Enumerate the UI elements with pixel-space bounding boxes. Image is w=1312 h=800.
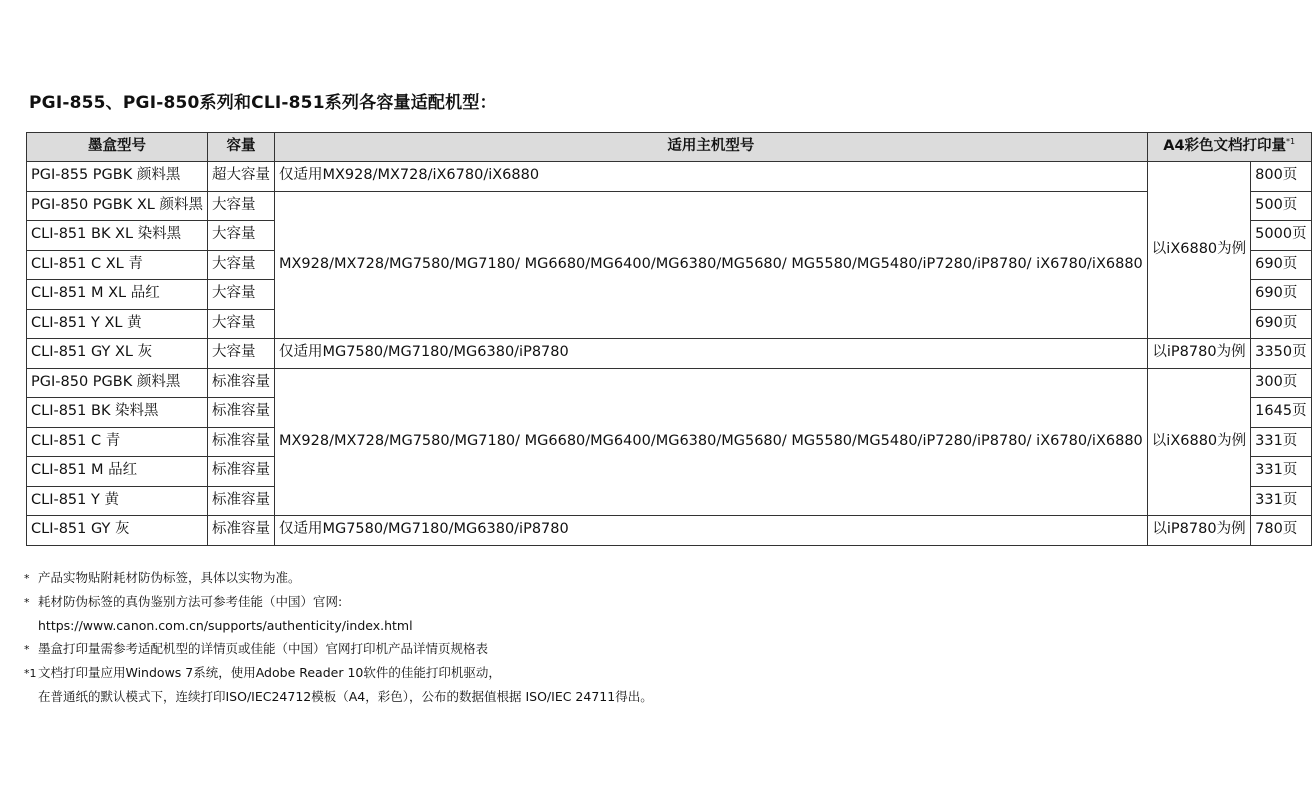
pages-cell: 690页 <box>1251 280 1311 310</box>
note-continuation: 在普通纸的默认模式下，连续打印ISO/IEC24712模板（A4，彩色），公布的数据值根据 ISO/IEC 24711得出。 <box>38 689 653 704</box>
footnote-mark: *1 <box>24 667 37 680</box>
cartridge-cell: PGI-850 PGBK XL 颜料黑 <box>27 191 208 221</box>
pages-cell: 331页 <box>1251 457 1311 487</box>
cartridge-cell: CLI-851 M XL 品红 <box>27 280 208 310</box>
pages-cell: 780页 <box>1251 516 1311 546</box>
capacity-cell: 标准容量 <box>207 516 274 546</box>
basis-cell: 以iX6880为例 <box>1147 162 1250 339</box>
capacity-cell: 标准容量 <box>207 486 274 516</box>
yield-footnote-mark: *1 <box>1286 137 1296 147</box>
pages-cell: 1645页 <box>1251 398 1311 428</box>
models-cell: 仅适用MG7580/MG7180/MG6380/iP8780 <box>274 516 1147 546</box>
compatibility-table <box>26 132 1312 546</box>
capacity-cell: 大容量 <box>207 250 274 280</box>
basis-cell: 以iP8780为例 <box>1147 339 1250 369</box>
capacity-cell: 标准容量 <box>207 398 274 428</box>
table-header-row <box>27 133 1312 162</box>
capacity-cell: 标准容量 <box>207 457 274 487</box>
pages-cell: 5000页 <box>1251 221 1311 251</box>
pages-cell: 331页 <box>1251 427 1311 457</box>
pages-cell: 331页 <box>1251 486 1311 516</box>
header-cartridge: 墨盒型号 <box>27 133 208 162</box>
basis-cell: 以iP8780为例 <box>1147 516 1250 546</box>
table-row <box>27 162 1312 192</box>
cartridge-cell: CLI-851 C 青 <box>27 427 208 457</box>
table-row <box>27 516 1312 546</box>
note-bullet: * <box>24 572 30 585</box>
note-item <box>24 661 734 685</box>
table-row <box>27 339 1312 369</box>
capacity-cell: 大容量 <box>207 280 274 310</box>
cartridge-cell: CLI-851 C XL 青 <box>27 250 208 280</box>
cartridge-cell: PGI-855 PGBK 颜料黑 <box>27 162 208 192</box>
pages-cell: 800页 <box>1251 162 1311 192</box>
capacity-cell: 超大容量 <box>207 162 274 192</box>
header-capacity: 容量 <box>207 133 274 162</box>
note-bullet: * <box>24 596 30 609</box>
note-text: 墨盒打印量需参考适配机型的详情页或佳能（中国）官网打印机产品详情页规格表 <box>38 641 489 656</box>
note-text: 产品实物贴附耗材防伪标签，具体以实物为准。 <box>38 570 301 585</box>
pages-cell: 690页 <box>1251 309 1311 339</box>
models-cell: MX928/MX728/MG7580/MG7180/ MG6680/MG6400/MG6380/MG5680/ MG5580/MG5480/iP7280/iP8780/ iX6780/iX6880 <box>274 368 1147 516</box>
pages-cell: 690页 <box>1251 250 1311 280</box>
cartridge-cell: CLI-851 Y 黄 <box>27 486 208 516</box>
capacity-cell: 大容量 <box>207 191 274 221</box>
header-models: 适用主机型号 <box>274 133 1147 162</box>
pages-cell: 500页 <box>1251 191 1311 221</box>
models-cell: 仅适用MG7580/MG7180/MG6380/iP8780 <box>274 339 1147 369</box>
pages-cell: 3350页 <box>1251 339 1311 369</box>
note-text: 文档打印量应用Windows 7系统，使用Adobe Reader 10软件的佳能打印机驱动， <box>38 665 501 680</box>
cartridge-cell: CLI-851 GY XL 灰 <box>27 339 208 369</box>
capacity-cell: 大容量 <box>207 221 274 251</box>
cartridge-cell: PGI-850 PGBK 颜料黑 <box>27 368 208 398</box>
cartridge-cell: CLI-851 BK 染料黑 <box>27 398 208 428</box>
table-row <box>27 191 1312 221</box>
page-title: PGI-855、PGI-850系列和CLI-851系列各容量适配机型： <box>29 93 497 113</box>
models-cell: 仅适用MX928/MX728/iX6780/iX6880 <box>274 162 1147 192</box>
cartridge-cell: CLI-851 M 品红 <box>27 457 208 487</box>
header-yield: A4彩色文档打印量$^{*1}$ <box>1147 133 1311 162</box>
capacity-cell: 大容量 <box>207 309 274 339</box>
pages-cell: 300页 <box>1251 368 1311 398</box>
note-item <box>24 566 734 590</box>
authenticity-url: https://www.canon.com.cn/supports/authenticity/index.html <box>38 618 413 633</box>
note-item <box>24 637 734 661</box>
capacity-cell: 标准容量 <box>207 368 274 398</box>
capacity-cell: 标准容量 <box>207 427 274 457</box>
cartridge-cell: CLI-851 Y XL 黄 <box>27 309 208 339</box>
cartridge-cell: CLI-851 BK XL 染料黑 <box>27 221 208 251</box>
table-row <box>27 368 1312 398</box>
models-cell: MX928/MX728/MG7580/MG7180/ MG6680/MG6400/MG6380/MG5680/ MG5580/MG5480/iP7280/iP8780/ iX6780/iX6880 <box>274 191 1147 339</box>
note-bullet: * <box>24 643 30 656</box>
note-text: 耗材防伪标签的真伪鉴别方法可参考佳能（中国）官网: <box>38 594 343 609</box>
note-item <box>24 590 734 614</box>
cartridge-cell: CLI-851 GY 灰 <box>27 516 208 546</box>
footnotes <box>24 566 734 708</box>
capacity-cell: 大容量 <box>207 339 274 369</box>
basis-cell: 以iX6880为例 <box>1147 368 1250 516</box>
